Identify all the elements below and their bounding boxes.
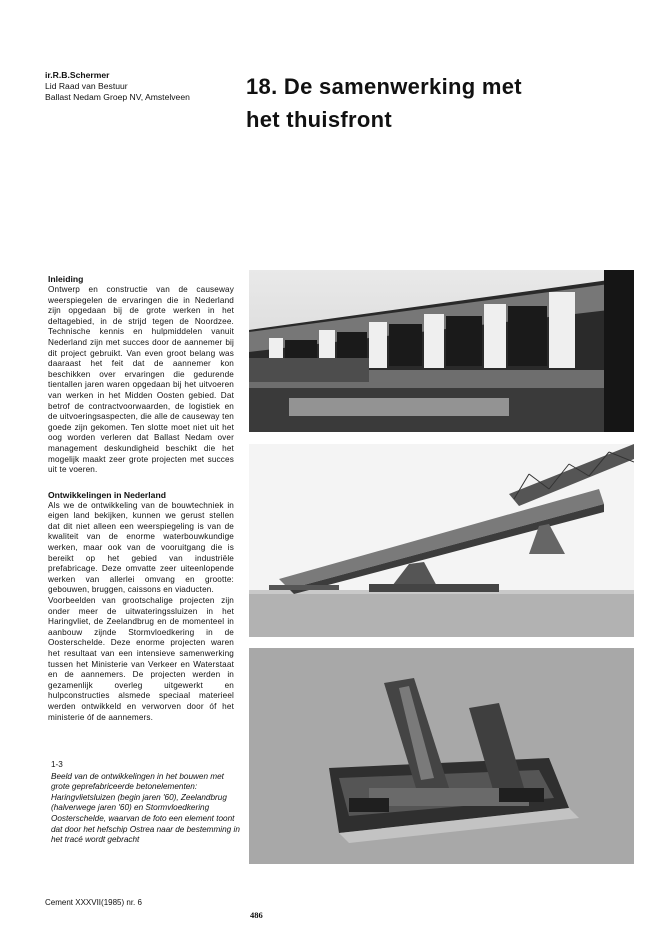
paragraph-inleiding: Ontwerp en constructie van de causeway weerspiegelen de ervaringen die in Nederland zijn opgedaan bij de grote werken in het deltagebied, in de strijd tegen de Noordzee. Technische kennis en hulpmiddelen vanuit Nederland zijn met succes door de aannemer bij dit project gebruikt. Van even groot belang was daaraast het feit dat de aannemer kon beschikken over ervaringen die gedurende tientallen jaren waren opgedaan bij het uitvoeren van werken in het Midden Oosten gebied. Dat betrof de contractvoorwaarden, de logistiek en de uitvoeringsaspecten, die alle de causeway ten goede zijn gekomen. Ten slotte moet niet uit het oog worden verleren dat Ballast Nedam over management deskundigheid beschikt die het mogelijk maakt zeer grote projecten met succes uit te voeren. — [48, 285, 234, 475]
author-block — [45, 70, 190, 103]
figure-caption — [51, 760, 241, 846]
article-title — [246, 70, 636, 136]
body-column — [48, 274, 234, 723]
section-heading-ontwikkelingen: Ontwikkelingen in Nederland — [48, 489, 166, 500]
title-line-1: 18. De samenwerking met — [246, 74, 522, 99]
caption-text: Beeld van de ontwikkelingen in het bouwen met grote geprefabriceerde betonelementen: Haringvlietsluizen (begin jaren '60), Zeelandbrug (halverwege jaren '60) en Stormvloedkering Oosterschelde, waarvan de foto een element toont dat door het hefschip Ostrea naar de bestemming in het tracé wordt gebracht — [51, 771, 240, 845]
caption-number: 1-3 — [51, 760, 63, 769]
author-company: Ballast Nedam Groep NV, Amstelveen — [45, 92, 190, 102]
section-heading-inleiding: Inleiding — [48, 274, 84, 284]
paragraph-ontwikkelingen-2: Voorbeelden van grootschalige projecten zijn onder meer de uitwateringssluizen in het Haringvliet, de Zeelandbrug en de momenteel in aanbouw zijnde Stormvloedkering in de Oosterschelde. Deze enorme projecten waren het resultaat van een intensieve samenwerking tussen het Ministerie van Verkeer en Waterstaat en de aannemers. De projecten werden in gezamenlijk overleg uitgewerkt en hulpconstructies alsmede speciaal materieel werden ontwikkeld en verworven door óf het ministerie óf de aannemers. — [48, 596, 234, 722]
author-role: Lid Raad van Bestuur — [45, 81, 128, 91]
journal-footer: Cement XXXVII(1985) nr. 6 — [45, 898, 142, 907]
paragraph-ontwikkelingen-1: Als we de ontwikkeling van de bouwtechniek in eigen land bekijken, kunnen we gerust stellen dat dit niet alleen een weerspiegeling is van de kwaliteit van de enorme waterbouwkundige werken, maar ook van de vooruitgang die is bereikt op het gebied van industriële prefabricage. Deze omvatte zeer uiteenlopende werken van allerlei omvang en grootte: gebouwen, bruggen, caissons en viaducten. — [48, 500, 234, 595]
photo-zeelandbrug — [249, 444, 634, 637]
title-line-2: het thuisfront — [246, 107, 392, 132]
page-number: 486 — [250, 910, 263, 920]
author-name: ir.R.B.Schermer — [45, 70, 110, 80]
photo-stormvloedkering-ostrea — [249, 648, 634, 864]
photo-haringvlietsluizen — [249, 270, 634, 432]
